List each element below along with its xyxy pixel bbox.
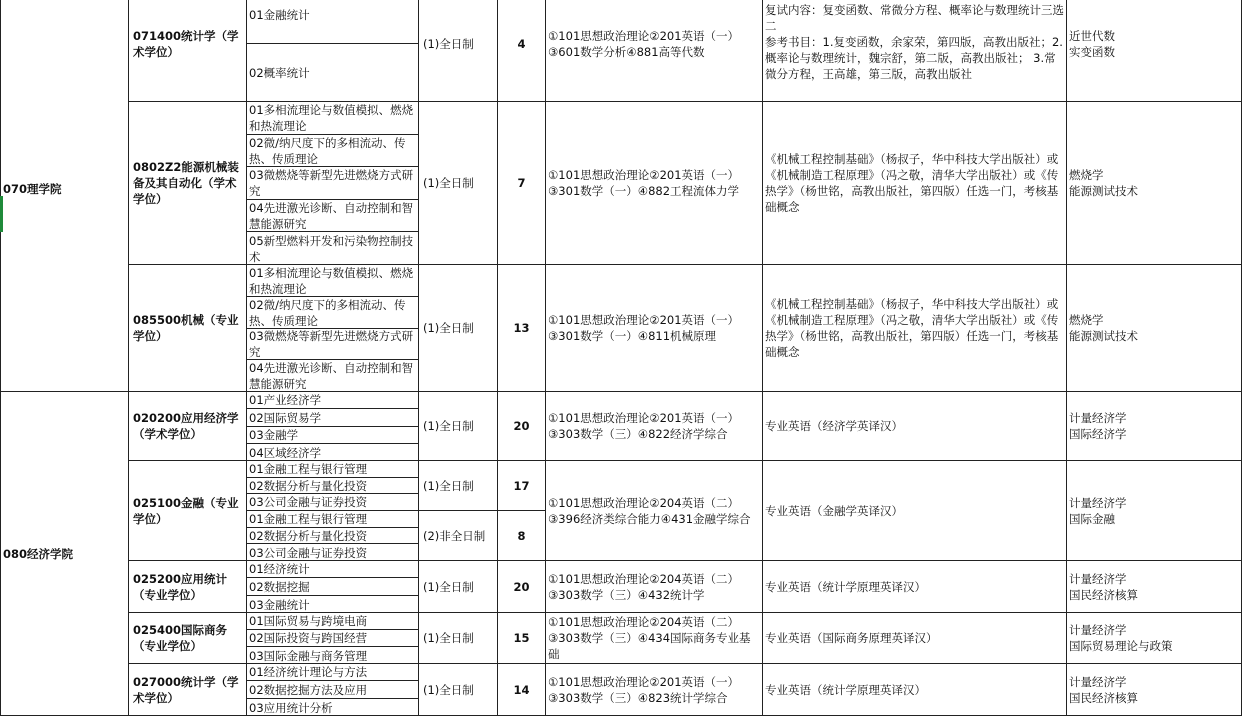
research-direction-label: 01金融工程与银行管理 [249,512,368,526]
equivalent-exam-cell[interactable] [1067,392,1242,461]
research-direction-item[interactable] [247,664,418,681]
research-direction-label: 03金融统计 [249,597,310,612]
direction-list [247,664,419,716]
equivalent-exam-cell-text: 燃烧学 能源测试技术 [1069,168,1138,198]
program-name-cell[interactable] [129,392,247,461]
retest-subjects-cell[interactable] [763,461,1067,561]
equivalent-exam-cell[interactable] [1067,664,1242,716]
college-name-cell-text: 080经济学院 [3,546,74,561]
program-name-cell-text: 085500机械（专业学位） [133,313,239,343]
retest-subjects-cell-text: 专业英语（统计学原理英译汉） [765,682,926,697]
direction-list [247,613,419,664]
equivalent-exam-cell[interactable] [1067,265,1242,392]
research-direction-item[interactable] [247,647,418,664]
quota-cell-text: 13 [513,321,530,335]
research-direction-item[interactable] [247,613,418,630]
quota-cell[interactable] [498,613,546,664]
equivalent-exam-cell[interactable] [1067,561,1242,613]
retest-subjects-cell-text: 《机械工程控制基础》（杨叔子，华中科技大学出版社）或《机械制造工程原理》（冯之敬，清华大学出版社）或《传热学》（杨世铭，高教出版社，第四版）任选一门，考核基础概念 [765,297,1059,359]
research-direction-item[interactable] [247,578,418,596]
research-direction-label: 02国际贸易学 [249,410,322,425]
program-name-cell[interactable] [129,0,247,102]
exam-subjects-cell[interactable] [546,461,763,561]
research-direction-item[interactable] [247,0,418,44]
quota-cell[interactable] [498,102,546,265]
program-name-cell-text: 0802Z2能源机械装备及其自动化（学术学位） [133,160,239,206]
equivalent-exam-cell-text: 计量经济学 国际金融 [1069,495,1127,526]
research-direction-item[interactable] [247,329,418,360]
research-direction-label: 02国际投资与跨国经营 [249,631,368,645]
study-mode-cell-text: (1)全日制 [423,321,474,335]
direction-list [247,102,419,265]
retest-subjects-cell[interactable] [763,0,1067,102]
research-direction-item[interactable] [247,102,418,135]
retest-subjects-cell-text: 专业英语（国际商务原理英译汉） [765,631,938,645]
exam-subjects-cell-text: ①101思想政治理论②204英语（二）③303数学（三）④434国际商务专业基础 [548,615,751,661]
research-direction-label: 04先进激光诊断、自动控制和智慧能源研究 [249,361,414,391]
program-name-cell-text: 025400国际商务（专业学位） [133,623,228,653]
research-direction-label: 01产业经济学 [249,393,322,407]
study-mode-cell-text: (1)全日制 [423,682,474,697]
research-direction-item[interactable] [247,699,418,716]
research-direction-label: 01金融统计 [249,7,310,22]
quota-cell-text: 4 [517,36,526,51]
research-direction-item[interactable] [247,392,418,409]
exam-subjects-cell-text: ①101思想政治理论②201英语（一）③303数学（三）④822经济学综合 [548,411,740,441]
program-name-cell[interactable] [129,102,247,265]
exam-subjects-cell-text: ①101思想政治理论②201英语（一）③601数学分析④881高等代数 [548,28,740,59]
retest-subjects-cell[interactable] [763,265,1067,392]
college-name-cell[interactable] [0,0,129,392]
research-direction-item[interactable] [247,511,418,528]
equivalent-exam-cell-text: 计量经济学 国民经济核算 [1069,674,1138,705]
quota-cell-text: 17 [513,478,530,493]
research-direction-item[interactable] [247,630,418,647]
college-name-cell-text: 070理学院 [3,181,62,196]
research-direction-item[interactable] [247,200,418,232]
quota-cell[interactable] [498,664,546,716]
study-mode-cell[interactable] [419,561,498,613]
equivalent-exam-cell-text: 燃烧学 能源测试技术 [1069,313,1138,343]
exam-subjects-cell-text: ①101思想政治理论②201英语（一）③301数学（一）④882工程流体力学 [548,168,740,198]
equivalent-exam-cell[interactable] [1067,461,1242,561]
retest-subjects-cell-text: 专业英语（经济学英译汉） [765,419,903,433]
study-mode-cell[interactable] [419,613,498,664]
study-mode-cell[interactable] [419,461,498,511]
program-name-cell[interactable] [129,265,247,392]
direction-list [247,0,419,102]
exam-subjects-cell-text: ①101思想政治理论②204英语（二）③396经济类综合能力④431金融学综合 [548,495,751,526]
research-direction-item[interactable] [247,561,418,578]
research-direction-item[interactable] [247,409,418,427]
exam-subjects-cell[interactable] [546,0,763,102]
quota-cell[interactable] [498,561,546,613]
research-direction-item[interactable] [247,297,418,329]
research-direction-label: 02数据挖掘 [249,579,310,594]
research-direction-label: 01金融工程与银行管理 [249,462,368,476]
program-name-cell[interactable] [129,613,247,664]
research-direction-label: 02微/纳尺度下的多相流动、传热、传质理论 [249,135,406,166]
research-direction-item[interactable] [247,544,418,561]
research-direction-item[interactable] [247,528,418,544]
quota-cell-text: 7 [517,176,526,190]
study-mode-cell[interactable] [419,511,498,561]
equivalent-exam-cell-text: 计量经济学 国民经济核算 [1069,571,1138,602]
research-direction-label: 04先进激光诊断、自动控制和智慧能源研究 [249,200,414,231]
direction-list [247,392,419,461]
quota-cell-text: 20 [513,419,530,433]
research-direction-item[interactable] [247,360,418,392]
study-mode-cell[interactable] [419,102,498,265]
research-direction-item[interactable] [247,44,418,102]
research-direction-item[interactable] [247,461,418,478]
research-direction-label: 03国际金融与商务管理 [249,648,368,663]
research-direction-label: 01多相流理论与数值模拟、燃烧和热流理论 [249,103,414,133]
study-mode-cell-text: (1)全日制 [423,176,474,190]
research-direction-item[interactable] [247,232,418,265]
research-direction-label: 01经济统计 [249,562,310,576]
equivalent-exam-cell-text: 计量经济学 国际经济学 [1069,411,1127,441]
program-name-cell-text: 020200应用经济学（学术学位） [133,411,239,441]
direction-list [247,561,419,613]
direction-list [247,461,419,561]
research-direction-label: 03公司金融与证券投资 [249,495,368,509]
equivalent-exam-cell-text: 近世代数 实变函数 [1069,28,1115,59]
equivalent-exam-cell[interactable] [1067,613,1242,664]
research-direction-label: 05新型燃料开发和污染物控制技术 [249,233,414,264]
equivalent-exam-cell-text: 计量经济学 国际贸易理论与政策 [1069,623,1173,653]
quota-cell-text: 15 [513,631,530,645]
program-name-cell[interactable] [129,461,247,561]
research-direction-label: 03公司金融与证券投资 [249,545,368,560]
retest-subjects-cell[interactable] [763,392,1067,461]
program-name-cell[interactable] [129,664,247,716]
quota-cell[interactable] [498,461,546,511]
research-direction-label: 03微燃烧等新型先进燃烧方式研究 [249,329,414,359]
retest-subjects-cell[interactable] [763,102,1067,265]
research-direction-item[interactable] [247,494,418,511]
study-mode-cell-text: (1)全日制 [423,36,474,51]
research-direction-label: 02数据分析与量化投资 [249,478,368,493]
study-mode-cell-text: (1)全日制 [423,579,474,594]
research-direction-label: 02数据挖掘方法及应用 [249,682,368,697]
quota-cell[interactable] [498,511,546,561]
study-mode-cell-text: (2)非全日制 [423,528,486,543]
retest-subjects-cell[interactable] [763,613,1067,664]
research-direction-label: 04区域经济学 [249,445,322,460]
program-name-cell-text: 025200应用统计（专业学位） [133,571,228,602]
research-direction-label: 01经济统计理论与方法 [249,665,368,679]
study-mode-cell[interactable] [419,265,498,392]
exam-subjects-cell[interactable] [546,265,763,392]
research-direction-item[interactable] [247,596,418,613]
college-name-cell[interactable] [0,392,129,716]
quota-cell-text: 20 [513,579,530,594]
program-name-cell-text: 027000统计学（学术学位） [133,674,239,705]
equivalent-exam-cell[interactable] [1067,0,1242,102]
exam-subjects-cell[interactable] [546,392,763,461]
research-direction-label: 02数据分析与量化投资 [249,528,368,543]
study-mode-cell-text: (1)全日制 [423,478,474,493]
program-name-cell-text: 025100金融（专业学位） [133,495,239,526]
quota-cell[interactable] [498,392,546,461]
exam-subjects-cell[interactable] [546,664,763,716]
research-direction-label: 03金融学 [249,428,299,442]
research-direction-label: 02微/纳尺度下的多相流动、传热、传质理论 [249,297,406,328]
exam-subjects-cell-text: ①101思想政治理论②204英语（二）③303数学（三）④432统计学 [548,571,740,602]
exam-subjects-cell[interactable] [546,102,763,265]
retest-subjects-cell-text: 专业英语（金融学英译汉） [765,503,903,518]
retest-subjects-cell[interactable] [763,664,1067,716]
retest-subjects-cell-text: 复试内容：复变函数、常微分方程、概率论与数理统计三选二 参考书目：1.复变函数，余家荣，第四版，高教出版社；2.概率论与数理统计，魏宗舒，第二版，高教出版社； 3.常微分方程，王高雄，第三版，高教出版社 [765,3,1064,81]
study-mode-cell[interactable] [419,392,498,461]
retest-subjects-cell[interactable] [763,561,1067,613]
quota-cell[interactable] [498,265,546,392]
direction-list [247,265,419,392]
research-direction-item[interactable] [247,265,418,297]
program-name-cell-text: 071400统计学（学术学位） [133,28,239,59]
exam-subjects-cell-text: ①101思想政治理论②201英语（一）③303数学（三）④823统计学综合 [548,674,740,705]
exam-subjects-cell[interactable] [546,613,763,664]
study-mode-cell-text: (1)全日制 [423,631,474,645]
equivalent-exam-cell[interactable] [1067,102,1242,265]
exam-subjects-cell[interactable] [546,561,763,613]
research-direction-item[interactable] [247,167,418,200]
research-direction-label: 02概率统计 [249,66,310,80]
research-direction-label: 03应用统计分析 [249,700,333,715]
quota-cell-text: 14 [513,682,530,697]
quota-cell[interactable] [498,0,546,102]
study-mode-cell-text: (1)全日制 [423,419,474,433]
research-direction-item[interactable] [247,444,418,461]
research-direction-label: 01国际贸易与跨境电商 [249,614,368,628]
retest-subjects-cell-text: 《机械工程控制基础》（杨叔子，华中科技大学出版社）或《机械制造工程原理》（冯之敬，清华大学出版社）或《传热学》（杨世铭，高教出版社，第四版）任选一门，考核基础概念 [765,152,1059,214]
study-mode-cell[interactable] [419,664,498,716]
research-direction-item[interactable] [247,135,418,167]
research-direction-item[interactable] [247,681,418,699]
study-mode-cell[interactable] [419,0,498,102]
quota-cell-text: 8 [517,528,526,543]
program-name-cell[interactable] [129,561,247,613]
research-direction-label: 03微燃烧等新型先进燃烧方式研究 [249,168,414,198]
row-selection-marker [0,196,3,232]
research-direction-item[interactable] [247,427,418,444]
exam-subjects-cell-text: ①101思想政治理论②201英语（一）③301数学（一）④811机械原理 [548,313,740,343]
research-direction-label: 01多相流理论与数值模拟、燃烧和热流理论 [249,265,414,296]
research-direction-item[interactable] [247,478,418,494]
retest-subjects-cell-text: 专业英语（统计学原理英译汉） [765,579,926,594]
